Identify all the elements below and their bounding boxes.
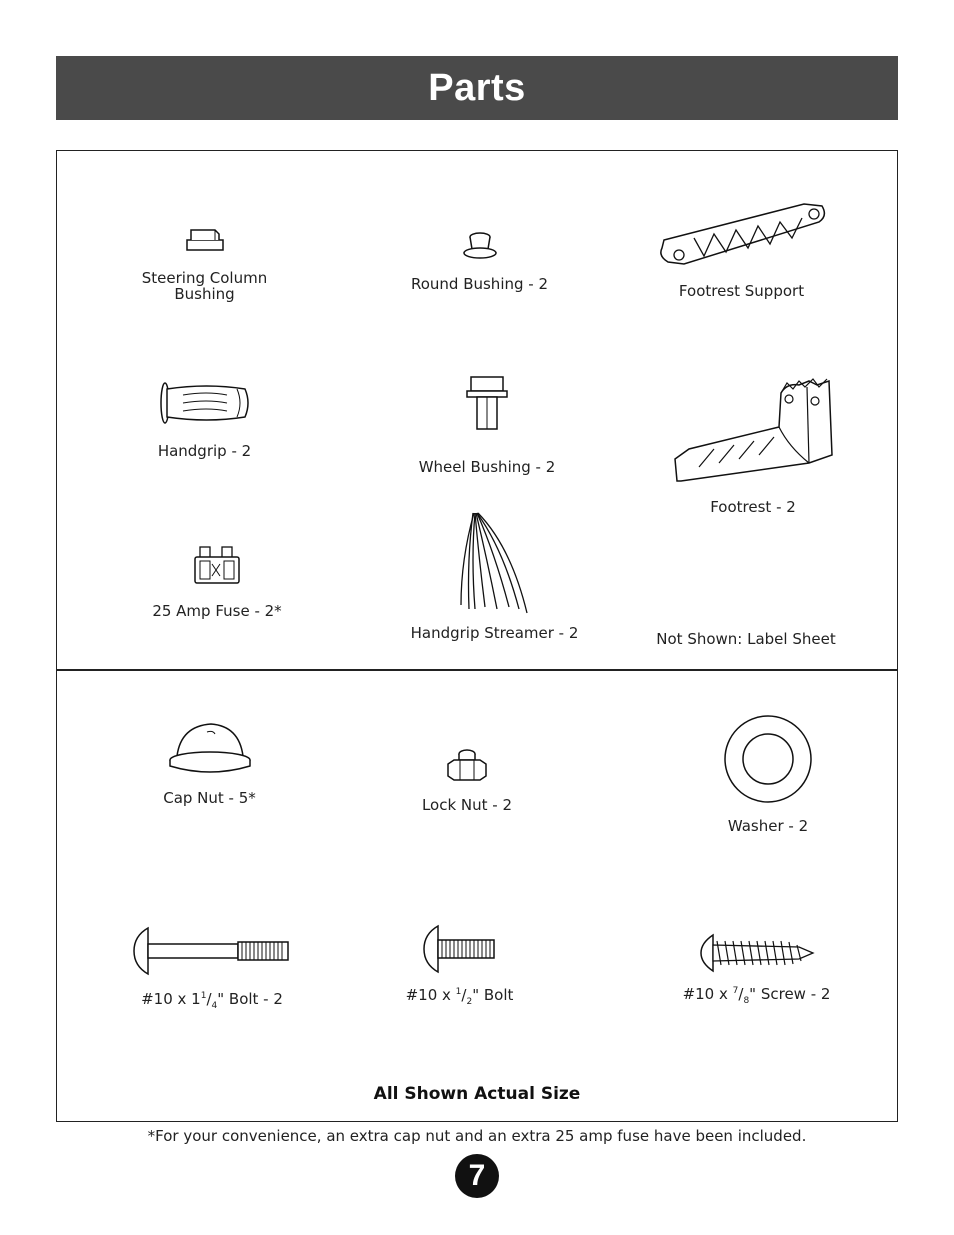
steering-column-bushing-icon bbox=[183, 226, 227, 256]
footrest-icon bbox=[669, 377, 837, 483]
screw-label: #10 x $^7/_8$" Screw - 2 bbox=[682, 985, 831, 1006]
lock-nut-label: Lock Nut - 2 bbox=[421, 796, 513, 814]
round-bushing-label: Round Bushing - 2 bbox=[410, 275, 549, 293]
part-footrest-support bbox=[654, 196, 829, 299]
page-header bbox=[56, 56, 898, 120]
part-bolt-short bbox=[392, 924, 527, 1010]
wheel-bushing-label: Wheel Bushing - 2 bbox=[418, 458, 556, 476]
parts-box-top bbox=[56, 150, 898, 671]
part-washer bbox=[715, 714, 821, 834]
footnote: *For your convenience, an extra cap nut and an extra 25 amp fuse have been included. bbox=[147, 1127, 807, 1145]
handgrip-streamer-label: Handgrip Streamer - 2 bbox=[410, 624, 579, 642]
page-title: Parts bbox=[428, 66, 526, 109]
part-screw bbox=[669, 933, 844, 1009]
handgrip-icon bbox=[157, 381, 252, 425]
bolt-short-icon bbox=[422, 924, 498, 974]
bolt-long-label: #10 x $1^1/_4$" Bolt - 2 bbox=[141, 990, 283, 1011]
cap-nut-label: Cap Nut - 5* bbox=[163, 789, 256, 807]
part-steering-column-bushing bbox=[137, 226, 272, 302]
handgrip-streamer-icon bbox=[455, 509, 535, 617]
wheel-bushing-icon bbox=[465, 373, 509, 431]
steering-column-bushing-label: Steering Column Bushing bbox=[141, 269, 268, 303]
handgrip-label: Handgrip - 2 bbox=[157, 442, 252, 460]
part-fuse bbox=[142, 544, 292, 619]
not-shown-label: Not Shown: Label Sheet bbox=[656, 630, 836, 648]
washer-icon bbox=[723, 714, 813, 804]
part-lock-nut bbox=[407, 746, 527, 813]
parts-box-bottom bbox=[56, 669, 898, 1122]
part-footrest bbox=[669, 377, 837, 515]
footrest-support-label: Footrest Support bbox=[678, 282, 805, 300]
cap-nut-icon bbox=[167, 720, 253, 778]
part-wheel-bushing bbox=[412, 373, 562, 475]
fuse-icon bbox=[192, 544, 242, 586]
part-handgrip-streamer bbox=[407, 509, 582, 641]
bolt-short-label: #10 x $^1/_2$" Bolt bbox=[405, 986, 514, 1007]
actual-size-note: All Shown Actual Size bbox=[373, 1084, 581, 1104]
fuse-label: 25 Amp Fuse - 2* bbox=[152, 602, 282, 620]
part-cap-nut bbox=[152, 720, 267, 806]
part-round-bushing bbox=[407, 229, 552, 292]
page-number: 7 bbox=[455, 1154, 499, 1198]
round-bushing-icon bbox=[460, 229, 500, 261]
part-not-shown bbox=[651, 631, 841, 647]
screw-icon bbox=[699, 933, 815, 973]
bolt-long-icon bbox=[132, 926, 292, 976]
footrest-support-icon bbox=[654, 196, 829, 272]
part-bolt-long bbox=[122, 926, 302, 1014]
part-handgrip bbox=[147, 381, 262, 459]
washer-label: Washer - 2 bbox=[727, 817, 809, 835]
footrest-label: Footrest - 2 bbox=[710, 498, 796, 516]
lock-nut-icon bbox=[444, 746, 490, 784]
